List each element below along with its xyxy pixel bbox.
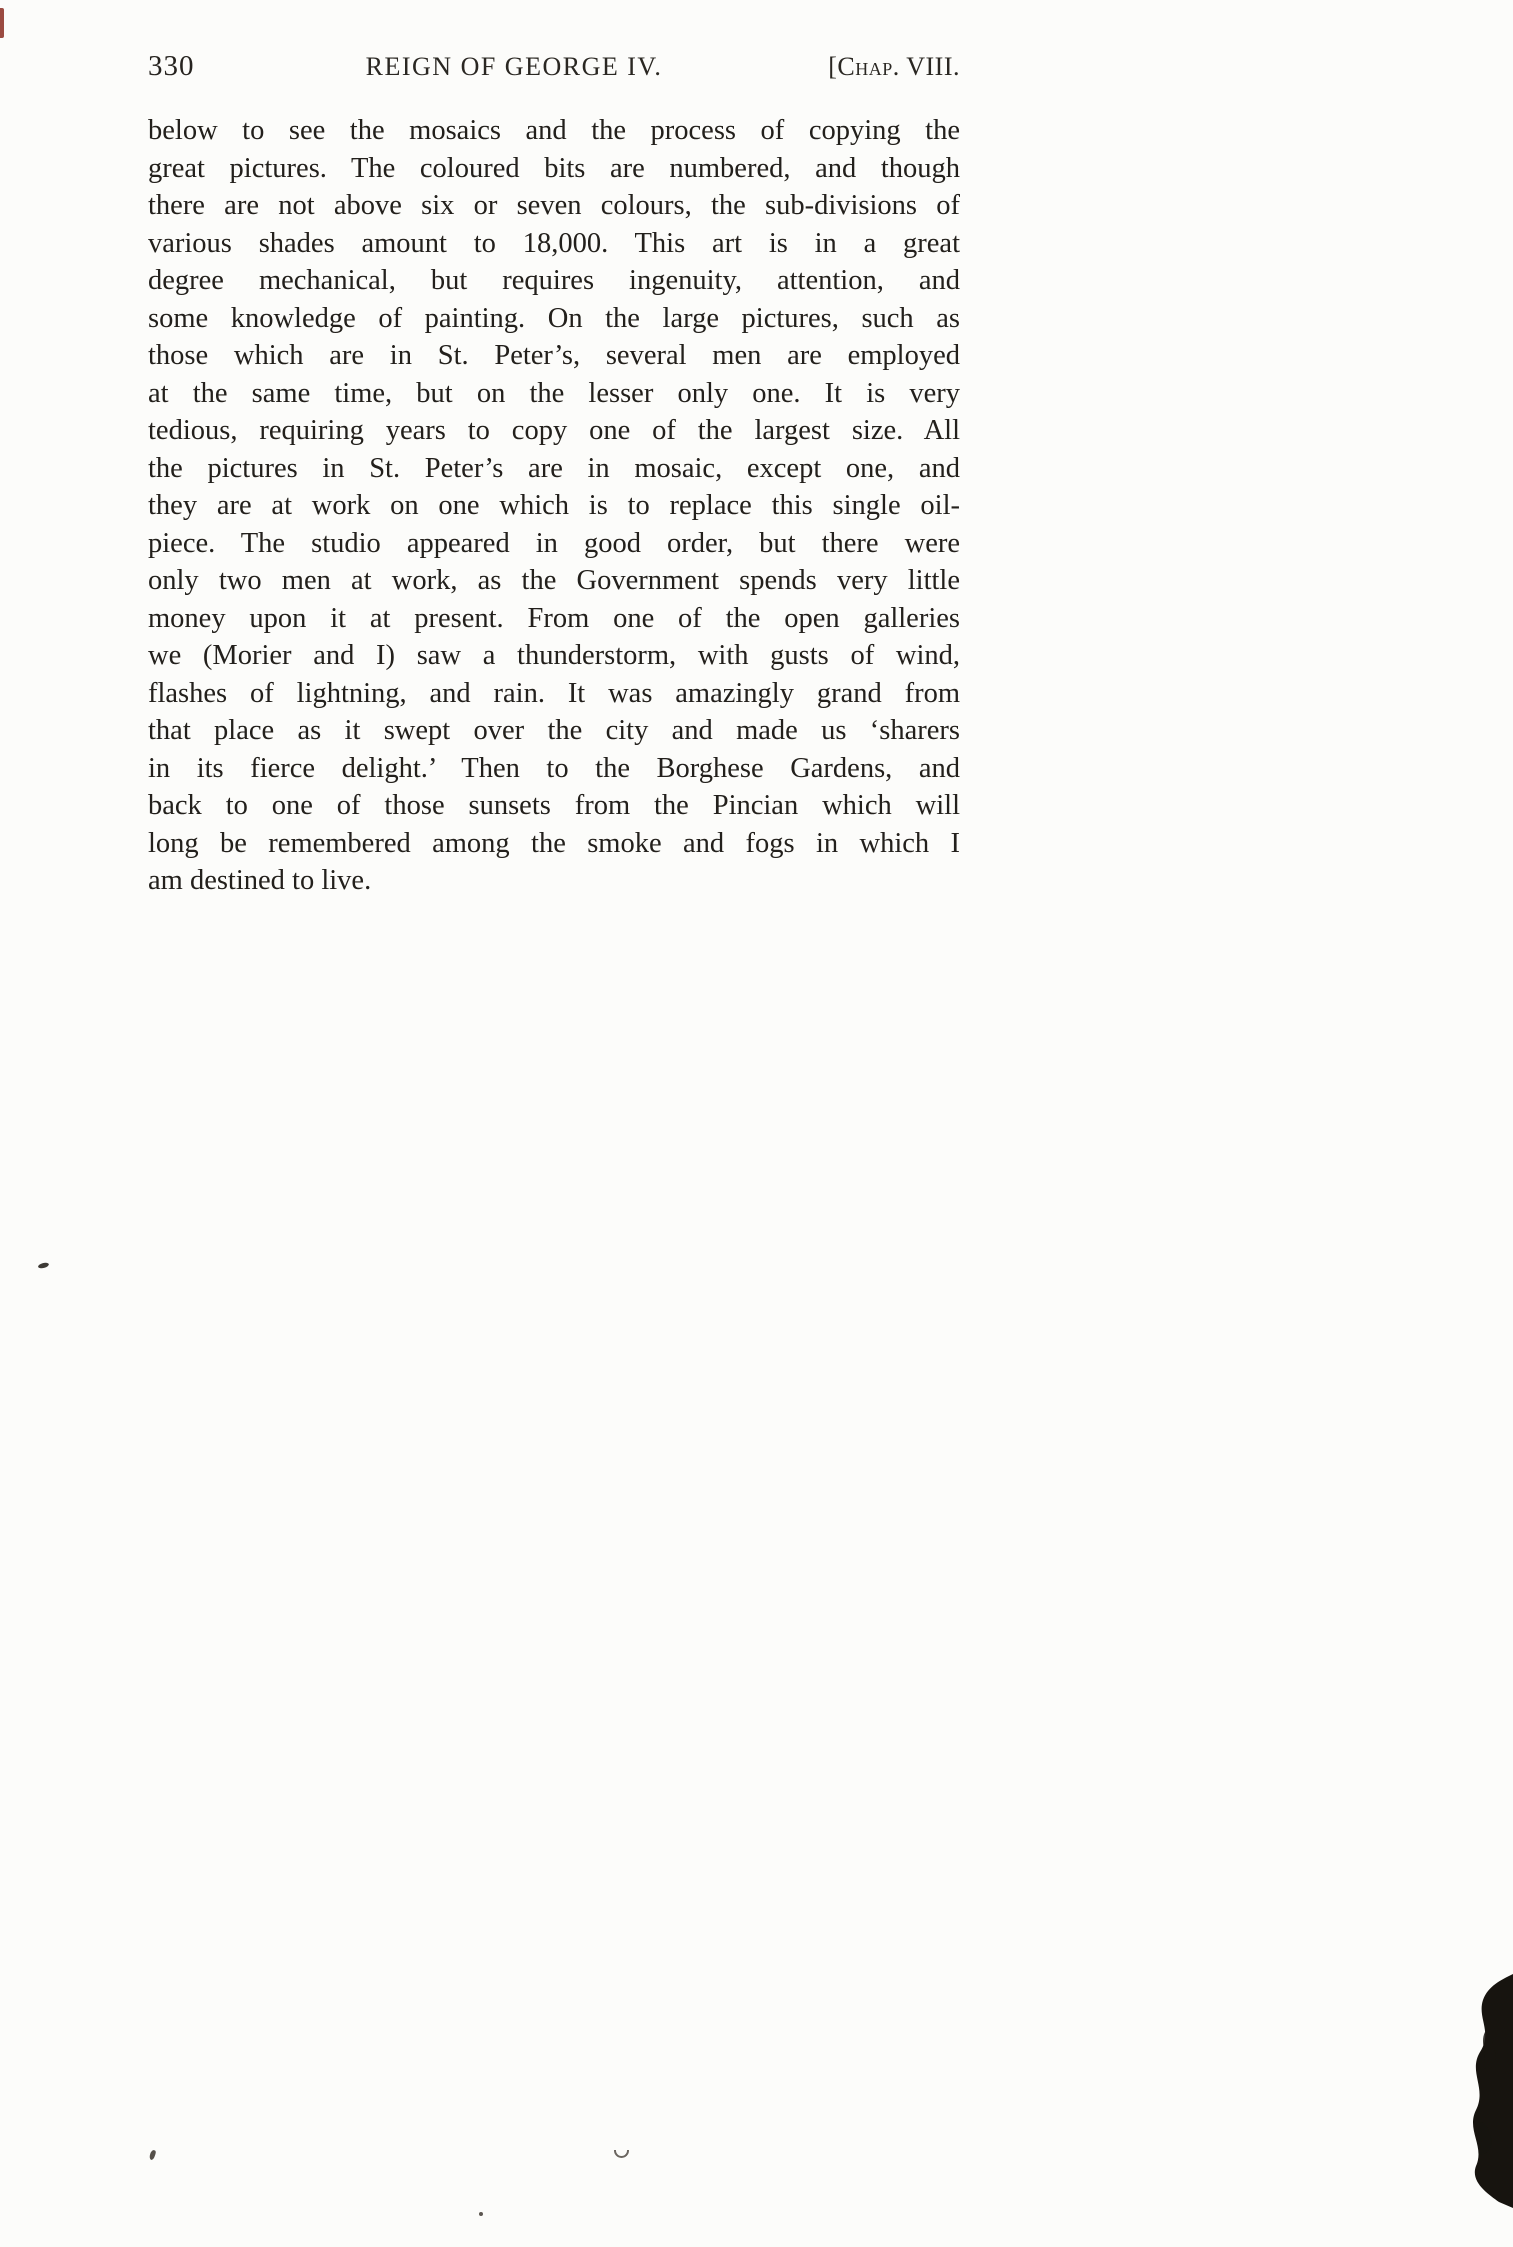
page-number: 330: [148, 50, 195, 82]
text-line: money upon it at present. From one of the open galleries: [148, 602, 960, 634]
text-line: in its fierce delight.’ Then to the Borghese Gardens, and: [148, 752, 960, 784]
scan-speck-comma: [149, 2149, 157, 2160]
scan-speck-margin-dash: [38, 1262, 50, 1270]
page-header: [148, 50, 960, 83]
text-line: the pictures in St. Peter’s are in mosaic, except one, and: [148, 452, 960, 484]
text-line: those which are in St. Peter’s, several men are employed: [148, 340, 960, 371]
text-line: tedious, requiring years to copy one of the largest size. All: [148, 415, 960, 446]
text-line: piece. The studio appeared in good order, but there were: [148, 527, 960, 559]
text-line: at the same time, but on the lesser only one. It is very: [148, 377, 960, 409]
text-line: that place as it swept over the city and made us ‘sharers: [148, 715, 960, 746]
text-line: below to see the mosaics and the process of copying the: [148, 115, 960, 146]
text-line: flashes of lightning, and rain. It was amazingly grand from: [148, 677, 960, 709]
scan-speck-dot: [479, 2212, 483, 2216]
text-line: only two men at work, as the Government spends very little: [148, 565, 960, 596]
chapter-header: [Chap. VIII.: [828, 52, 960, 81]
text-line: various shades amount to 18,000. This art is in a great: [148, 227, 960, 259]
text-line: they are at work on one which is to replace this single oil-: [148, 490, 960, 521]
running-title: REIGN OF GEORGE IV.: [365, 52, 663, 81]
text-line: long be remembered among the smoke and fogs in which I: [148, 827, 960, 859]
text-line: back to one of those sunsets from the Pincian which will: [148, 790, 960, 821]
text-line: there are not above six or seven colours, the sub-divisions of: [148, 190, 960, 221]
ink-smudge-artifact: [1433, 1972, 1513, 2212]
text-line: great pictures. The coloured bits are numbered, and though: [148, 152, 960, 184]
text-line: am destined to live.: [148, 865, 372, 896]
text-line: we (Morier and I) saw a thunderstorm, with gusts of wind,: [148, 640, 960, 671]
scan-edge-mark: [0, 8, 4, 38]
scan-speck-squiggle: [614, 2150, 629, 2158]
text-line: degree mechanical, but requires ingenuity, attention, and: [148, 265, 960, 296]
text-line: some knowledge of painting. On the large pictures, such as: [148, 302, 960, 334]
body-text: [148, 112, 960, 900]
